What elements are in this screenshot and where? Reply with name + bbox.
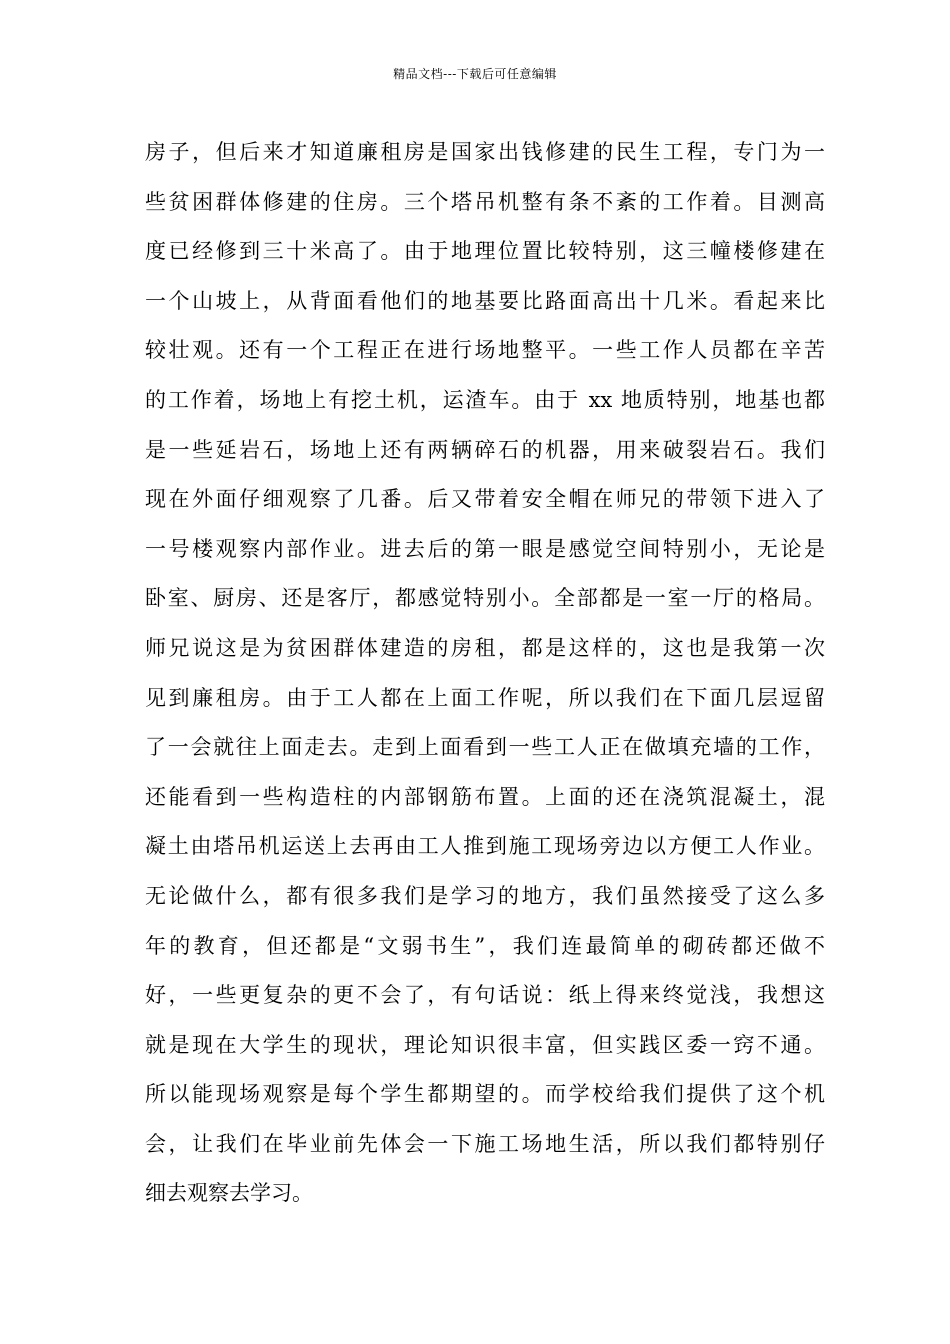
text-line: 一个山坡上，从背面看他们的地基要比路面高出十几米。看起来比 [145,288,825,313]
page-header: 精品文档---下载后可任意编辑 [393,67,557,81]
text-line: 细去观察去学习。 [145,1181,313,1206]
text-line: 所以能现场观察是每个学生都期望的。而学校给我们提供了这个机 [145,1082,825,1107]
text-line: 的工作着，场地上有挖土机，运渣车。由于 xx 地质特别，地基也都 [145,387,825,412]
text-line: 还能看到一些构造柱的内部钢筋布置。上面的还在浇筑混凝土，混 [145,784,825,809]
text-line: 较壮观。还有一个工程正在进行场地整平。一些工作人员都在辛苦 [145,338,825,363]
text-line: 些贫困群体修建的住房。三个塔吊机整有条不紊的工作着。目测高 [145,189,825,214]
text-line: 凝土由塔吊机运送上去再由工人推到施工现场旁边以方便工人作业。 [145,834,825,859]
text-line: 一号楼观察内部作业。进去后的第一眼是感觉空间特别小，无论是 [145,536,825,561]
text-line: 年的教育，但还都是“文弱书生”，我们连最简单的砌砖都还做不 [145,933,825,958]
text-line: 无论做什么，都有很多我们是学习的地方，我们虽然接受了这么多 [145,883,825,908]
text-line: 了一会就往上面走去。走到上面看到一些工人正在做填充墙的工作， [145,735,825,760]
text-line: 师兄说这是为贫困群体建造的房租，都是这样的，这也是我第一次 [145,635,825,660]
body-paragraph [145,128,825,1219]
text-line: 就是现在大学生的现状，理论知识很丰富，但实践区委一窍不通。 [145,1032,825,1057]
text-line: 是一些延岩石，场地上还有两辆碎石的机器，用来破裂岩石。我们 [145,437,825,462]
text-line: 房子，但后来才知道廉租房是国家出钱修建的民生工程，专门为一 [145,140,825,164]
text-line: 度已经修到三十米高了。由于地理位置比较特别，这三幢楼修建在 [145,239,825,264]
text-line: 现在外面仔细观察了几番。后又带着安全帽在师兄的带领下进入了 [145,487,825,512]
text-line: 会，让我们在毕业前先体会一下施工场地生活，所以我们都特别仔 [145,1131,825,1156]
text-line: 卧室、厨房、还是客厅，都感觉特别小。全部都是一室一厅的格局。 [145,586,825,611]
text-line: 好，一些更复杂的更不会了，有句话说：纸上得来终觉浅，我想这 [145,983,825,1008]
text-line: 见到廉租房。由于工人都在上面工作呢，所以我们在下面几层逗留 [145,685,825,710]
